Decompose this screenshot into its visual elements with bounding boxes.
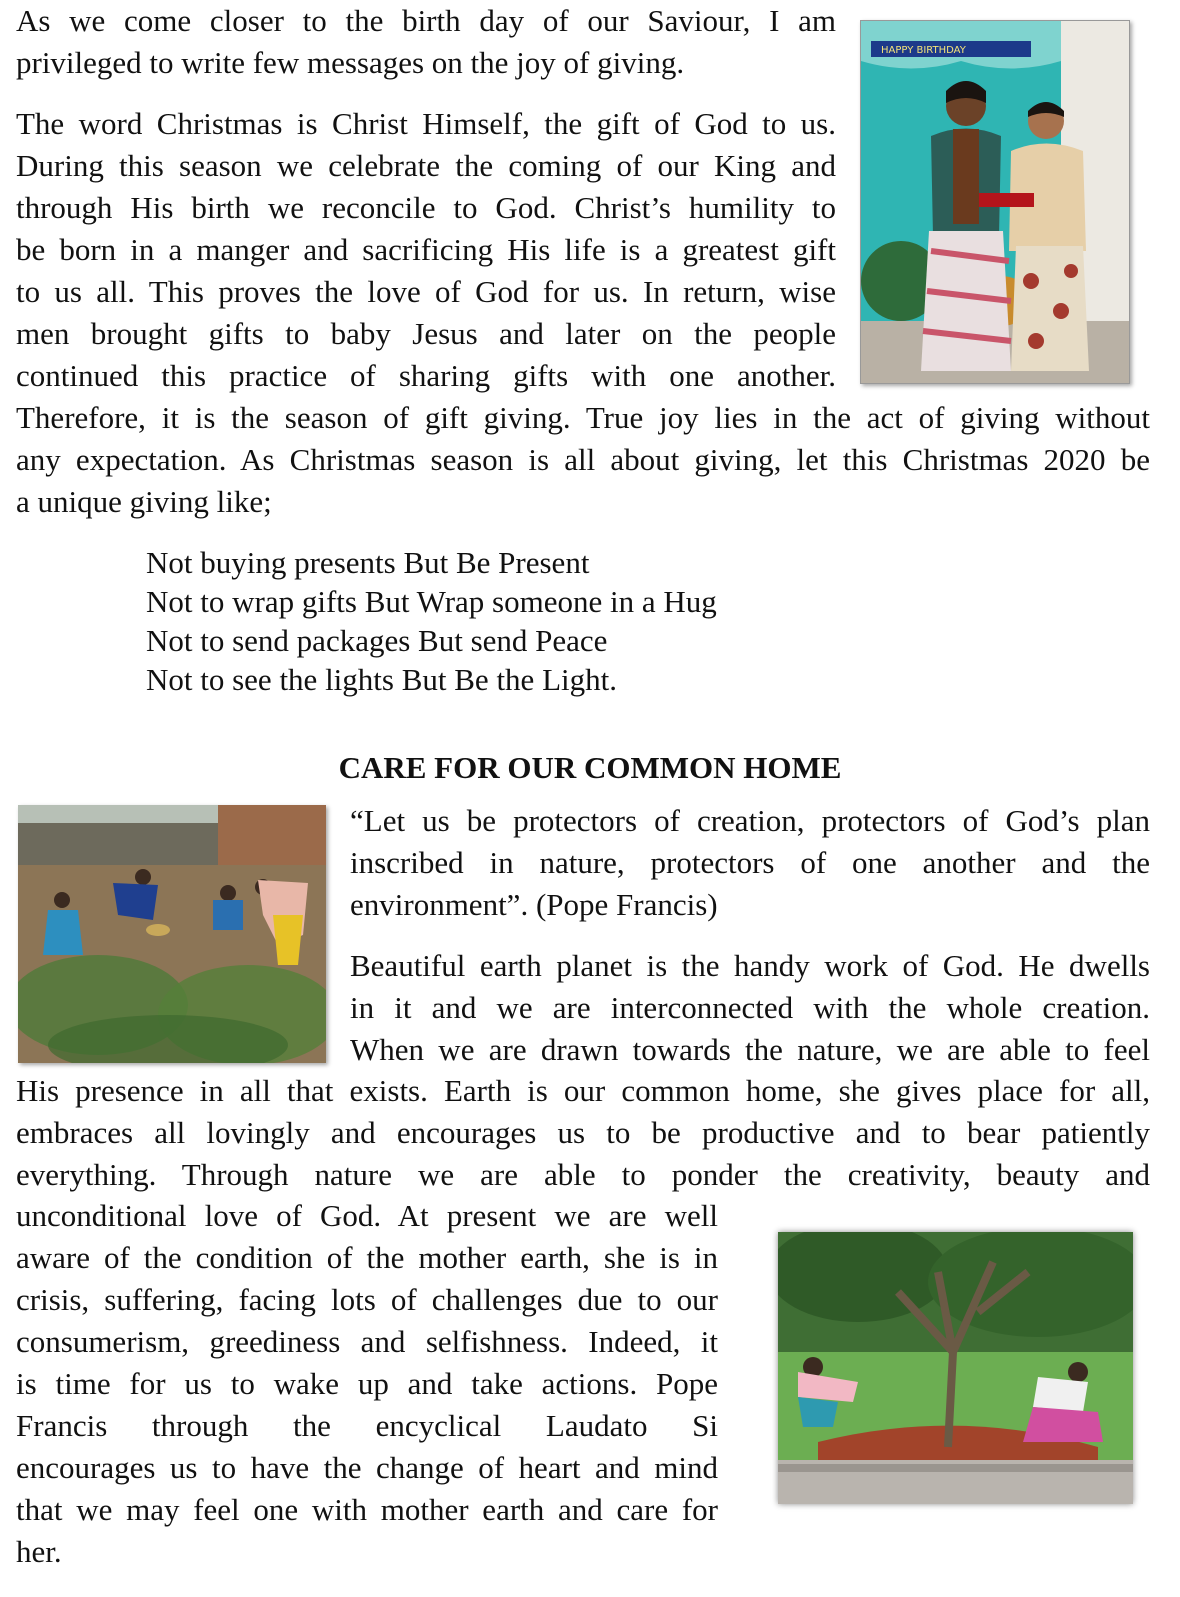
earth-line: everything. Through nature we are able to ponder the creativity, beauty and [16,1157,1150,1192]
intro-line: As we come closer to the birth day of our Saviour, I am [16,3,836,38]
gift-exchange-photo [860,20,1130,384]
earth-line: crisis, suffering, facing lots of challenges due to our [16,1282,718,1317]
christmas-line: be born in a manger and sacrificing His life is a greatest gift [16,232,836,267]
quote-line: environment”. (Pope Francis) [350,887,718,922]
earth-line: Francis through the encyclical Laudato Si [16,1408,718,1443]
tree-planting-photo [778,1232,1133,1504]
earth-line: aware of the condition of the mother earth, she is in [16,1240,718,1275]
earth-line: His presence in all that exists. Earth is our common home, she gives place for all, [16,1073,1150,1108]
earth-line: unconditional love of God. At present we are well [16,1198,718,1233]
section-heading: CARE FOR OUR COMMON HOME [338,750,842,785]
christmas-line: Therefore, it is the season of gift giving. True joy lies in the act of giving without [16,400,1150,435]
earth-line: consumerism, greediness and selfishness. Indeed, it [16,1324,718,1359]
christmas-paragraph-cont [16,397,1150,523]
earth-line: in it and we are interconnected with the whole creation. [350,990,1150,1025]
christmas-line: During this season we celebrate the coming of our King and [16,148,836,183]
earth-line: When we are drawn towards the nature, we are able to feel [350,1032,1150,1067]
christmas-line: continued this practice of sharing gifts with one another. [16,358,836,393]
poem-line: Not to see the lights But Be the Light. [146,662,617,697]
earth-paragraph-full [16,1070,1150,1196]
christmas-line: through His birth we reconcile to God. Christ’s humility to [16,190,836,225]
tree-planting-illustration [778,1232,1133,1504]
earth-line: that we may feel one with mother earth and care for [16,1492,718,1527]
giving-poem [146,543,717,699]
earth-line: embraces all lovingly and encourages us to be productive and to bear patiently [16,1115,1150,1150]
poem-line: Not buying presents But Be Present [146,545,590,580]
gift-exchange-illustration [861,21,1129,383]
earth-line: Beautiful earth planet is the handy work of God. He dwells [350,948,1150,983]
intro-paragraph [16,0,836,84]
earth-line: is time for us to wake up and take actions. Pope [16,1366,718,1401]
quote-line: “Let us be protectors of creation, protectors of God’s plan [350,803,1150,838]
gardening-illustration [18,805,326,1063]
christmas-line: men brought gifts to baby Jesus and later on the people [16,316,836,351]
poem-line: Not to wrap gifts But Wrap someone in a Hug [146,584,717,619]
gardening-photo [18,805,326,1063]
earth-paragraph-right [350,945,1150,1071]
intro-line: privileged to write few messages on the joy of giving. [16,45,685,80]
christmas-line: a unique giving like; [16,484,272,519]
pope-quote [350,800,1150,926]
christmas-line: to us all. This proves the love of God for us. In return, wise [16,274,836,309]
quote-line: inscribed in nature, protectors of one another and the [350,845,1150,880]
banner-text: HAPPY BIRTHDAY [881,45,966,56]
earth-line: encourages us to have the change of heart and mind [16,1450,718,1485]
poem-line: Not to send packages But send Peace [146,623,608,658]
christmas-line: any expectation. As Christmas season is all about giving, let this Christmas 2020 be [16,442,1150,477]
earth-paragraph-left [16,1195,718,1573]
christmas-paragraph [16,103,836,397]
christmas-line: The word Christmas is Christ Himself, the gift of God to us. [16,106,836,141]
earth-line: her. [16,1534,62,1569]
